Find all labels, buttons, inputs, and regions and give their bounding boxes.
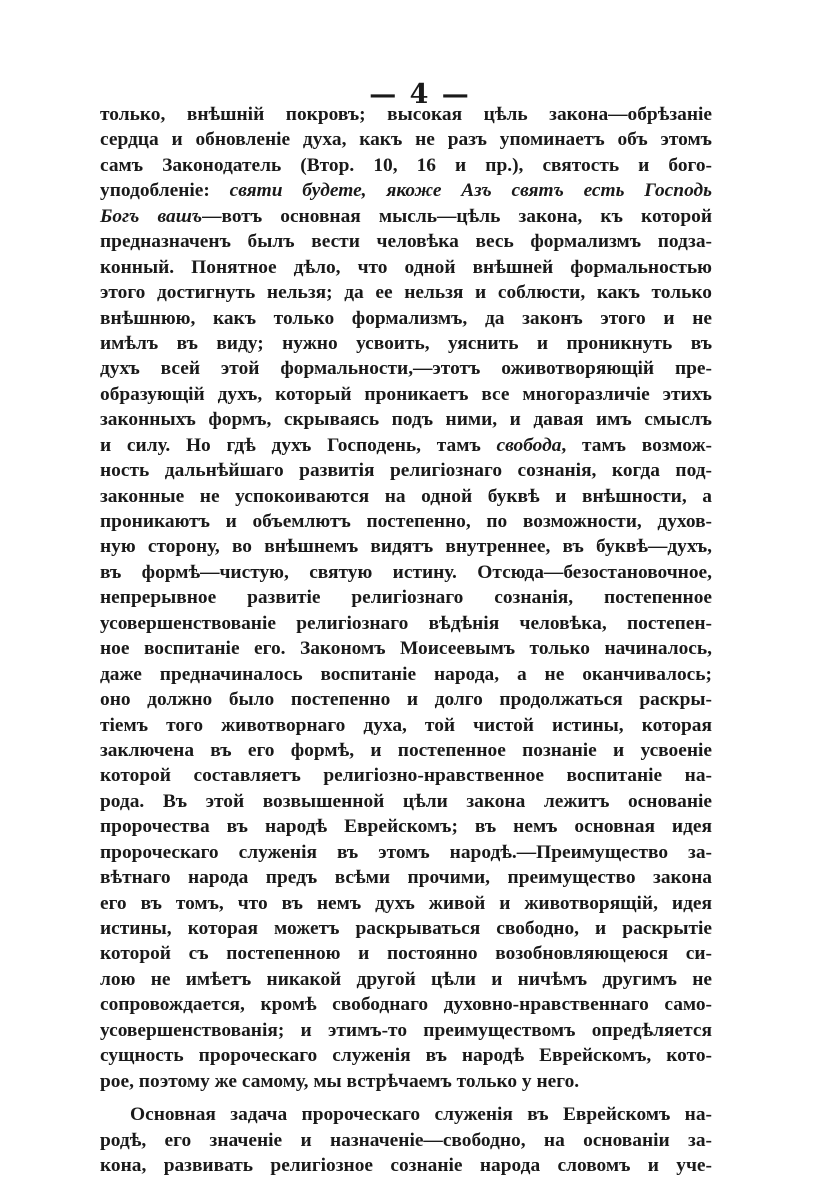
text-line: вѣтнаго народа предъ всѣми прочими, преимущество закона (100, 867, 712, 889)
body-text (100, 102, 712, 1178)
text-line: въ формѣ—чистую, святую истину. Отсюда—безостановочное, (100, 561, 712, 583)
text-line: которой съ постепенною и постоянно возобновляющеюся си- (100, 943, 712, 965)
text-line: заключена въ его формѣ, и постепенное познаніе и усвоеніе (100, 739, 712, 761)
text-line: которой составляетъ религіозно-нравственное воспитаніе на- (100, 765, 712, 787)
text-line: проникаютъ и объемлютъ постепенно, по возможности, духов- (100, 511, 712, 532)
text-line: законныхъ формъ, скрываясь подъ ними, и давая имъ смыслъ (100, 409, 712, 431)
text-line: сердца и обновленіе духа, какъ не разъ упоминаетъ объ этомъ (100, 129, 712, 151)
text-line: пророчества въ народѣ Еврейскомъ; въ немъ основная идея (100, 816, 712, 838)
page-number: — 4 — (369, 79, 471, 110)
text-line: ность дальнѣйшаго развитія религіознаго сознанія, когда под- (100, 460, 712, 482)
text-line: даже предначиналось воспитаніе народа, а не оканчивалось; (100, 663, 712, 685)
text-line: ное воспитаніе его. Закономъ Моисеевымъ только начиналось, (100, 638, 712, 660)
text-line: предназначенъ былъ вести человѣка весь формализмъ подза- (100, 231, 712, 253)
text-line: и силу. Но гдѣ духъ Господень, тамъ свобода, тамъ возмож- (100, 434, 712, 456)
text-line: пророческаго служенія въ этомъ народѣ.—Преимущество за- (100, 841, 712, 863)
text-line: родѣ, его значеніе и назначеніе—свободно, на основаніи за- (100, 1129, 712, 1151)
text-line: усовершенствованіе религіознаго вѣдѣнія человѣка, постепен- (100, 612, 712, 634)
text-line: тіемъ того животворнаго духа, той чистой истины, которая (100, 714, 712, 736)
paragraph-1 (100, 102, 712, 1094)
text-line: имѣлъ въ виду; нужно усвоить, уяснить и проникнуть въ (100, 332, 712, 354)
text-line: самъ Законодатель (Втор. 10, 16 и пр.), святость и бого- (100, 154, 712, 176)
paragraph-gap (100, 1094, 712, 1102)
text-line: рода. Въ этой возвышенной цѣли закона лежитъ основаніе (100, 790, 712, 812)
text-line: ную сторону, во внѣшнемъ видятъ внутреннее, въ буквѣ—духъ, (100, 536, 712, 558)
paragraph-2 (100, 1102, 712, 1178)
text-line: непрерывное развитіе религіознаго сознанія, постепенное (100, 587, 712, 609)
text-line: этого достигнуть нельзя; да ее нельзя и соблюсти, какъ только (100, 282, 712, 304)
italic-emphasis: святи будете, якоже Азъ святъ есть Господь (229, 180, 712, 202)
text-line: лою не имѣетъ никакой другой цѣли и ничѣмъ другимъ не (100, 968, 712, 990)
text-line: конный. Понятное дѣло, что одной внѣшней формальностью (100, 256, 712, 278)
text-line: Богъ вашъ—вотъ основная мысль—цѣль закона, къ которой (100, 205, 712, 227)
text-line: сопровождается, кромѣ свободнаго духовно-нравственнаго само- (100, 994, 712, 1016)
text-line: его въ томъ, что въ немъ духъ живой и животворящій, идея (100, 892, 712, 914)
text-line: кона, развивать религіозное сознаніе народа словомъ и уче- (100, 1154, 712, 1176)
text-line: оно должно было постепенно и долго продолжаться раскры- (100, 689, 712, 711)
text-line: духъ всей этой формальности,—этотъ оживотворяющій пре- (100, 358, 712, 380)
text-line: усовершенствованія; и этимъ-то преимуществомъ опредѣляется (100, 1019, 712, 1041)
text-line: истины, которая можетъ раскрываться свободно, и раскрытіе (100, 918, 712, 939)
text-line: Основная задача пророческаго служенія въ Еврейскомъ на- (130, 1104, 712, 1126)
text-line: образующій духъ, который проникаетъ все многоразличіе этихъ (100, 383, 712, 405)
text-line: законные не успокоиваются на одной буквѣ и внѣшности, а (100, 485, 712, 507)
text-line: рое, поэтому же самому, мы встрѣчаемъ только у него. (100, 1070, 580, 1092)
text-line: внѣшнюю, какъ только формализмъ, да законъ этого и не (100, 307, 712, 329)
italic-emphasis: Богъ вашъ (100, 205, 203, 227)
text-line: уподобленіе: святи будете, якоже Азъ святъ есть Господь (100, 180, 712, 202)
italic-emphasis: свобода (496, 434, 562, 456)
text-line: сущность пророческаго служенія въ народѣ Еврейскомъ, кото- (100, 1045, 712, 1067)
text-line: только, внѣшній покровъ; высокая цѣль закона—обрѣзаніе (100, 104, 712, 125)
